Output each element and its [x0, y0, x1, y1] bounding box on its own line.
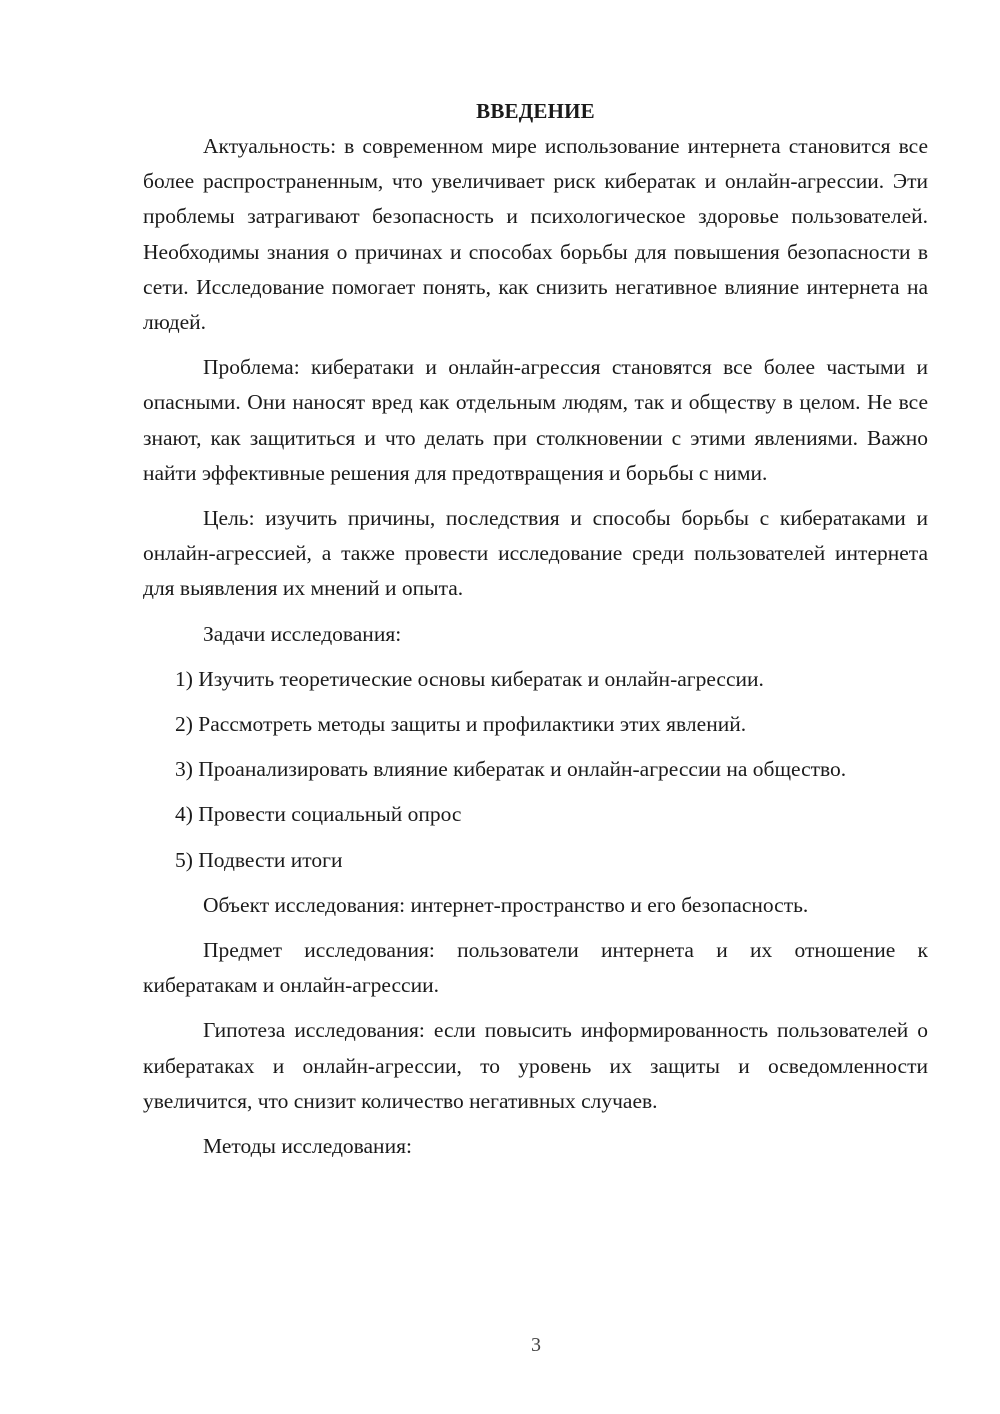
task-item-3: 3) Проанализировать влияние кибератак и онлайн-агрессии на общество.: [175, 757, 847, 782]
page-number: 3: [531, 1334, 541, 1356]
paragraph-subject: Предмет исследования: пользователи интернета и их отношение к кибератакам и онлайн-агрессии.: [143, 938, 928, 998]
section-title: ВВЕДЕНИЕ: [476, 99, 595, 123]
paragraph-tasks-heading: Задачи исследования:: [203, 621, 402, 646]
paragraph-problem: Проблема: кибератаки и онлайн-агрессия становятся все более частыми и опасными. Они наносят вред как отдельным людям, так и обществу в целом. Не все знают, как защититься и что делать при столкновении с этими явлениями. Важно найти эффективные решения для предотвращения и борьбы с ними.: [143, 355, 928, 485]
task-item-5: 5) Подвести итоги: [175, 847, 343, 872]
document-page: [143, 94, 928, 1174]
paragraph-goal: Цель: изучить причины, последствия и способы борьбы с кибератаками и онлайн-агрессией, а также провести исследование среди пользователей интернета для выявления их мнений и опыта.: [143, 506, 928, 601]
paragraph-hypothesis: Гипотеза исследования: если повысить информированность пользователей о кибератаках и онлайн-агрессии, то уровень их защиты и осведомленности увеличится, что снизит количество негативных случаев.: [143, 1018, 928, 1113]
task-item-4: 4) Провести социальный опрос: [175, 802, 462, 827]
task-item-2: 2) Рассмотреть методы защиты и профилактики этих явлений.: [175, 712, 747, 737]
task-item-1: 1) Изучить теоретические основы кибератак и онлайн-агрессии.: [175, 666, 764, 691]
paragraph-object: Объект исследования: интернет-пространство и его безопасность.: [203, 892, 809, 917]
paragraph-methods: Методы исследования:: [203, 1134, 412, 1159]
paragraph-relevance: Актуальность: в современном мире использование интернета становится все более распространенным, что увеличивает риск кибератак и онлайн-агрессии. Эти проблемы затрагивают безопасность и психологическое здоровье пользователей. Необходимы знания о причинах и способах борьбы для повышения безопасности в сети. Исследование помогает понять, как снизить негативное влияние интернета на людей.: [143, 134, 928, 335]
